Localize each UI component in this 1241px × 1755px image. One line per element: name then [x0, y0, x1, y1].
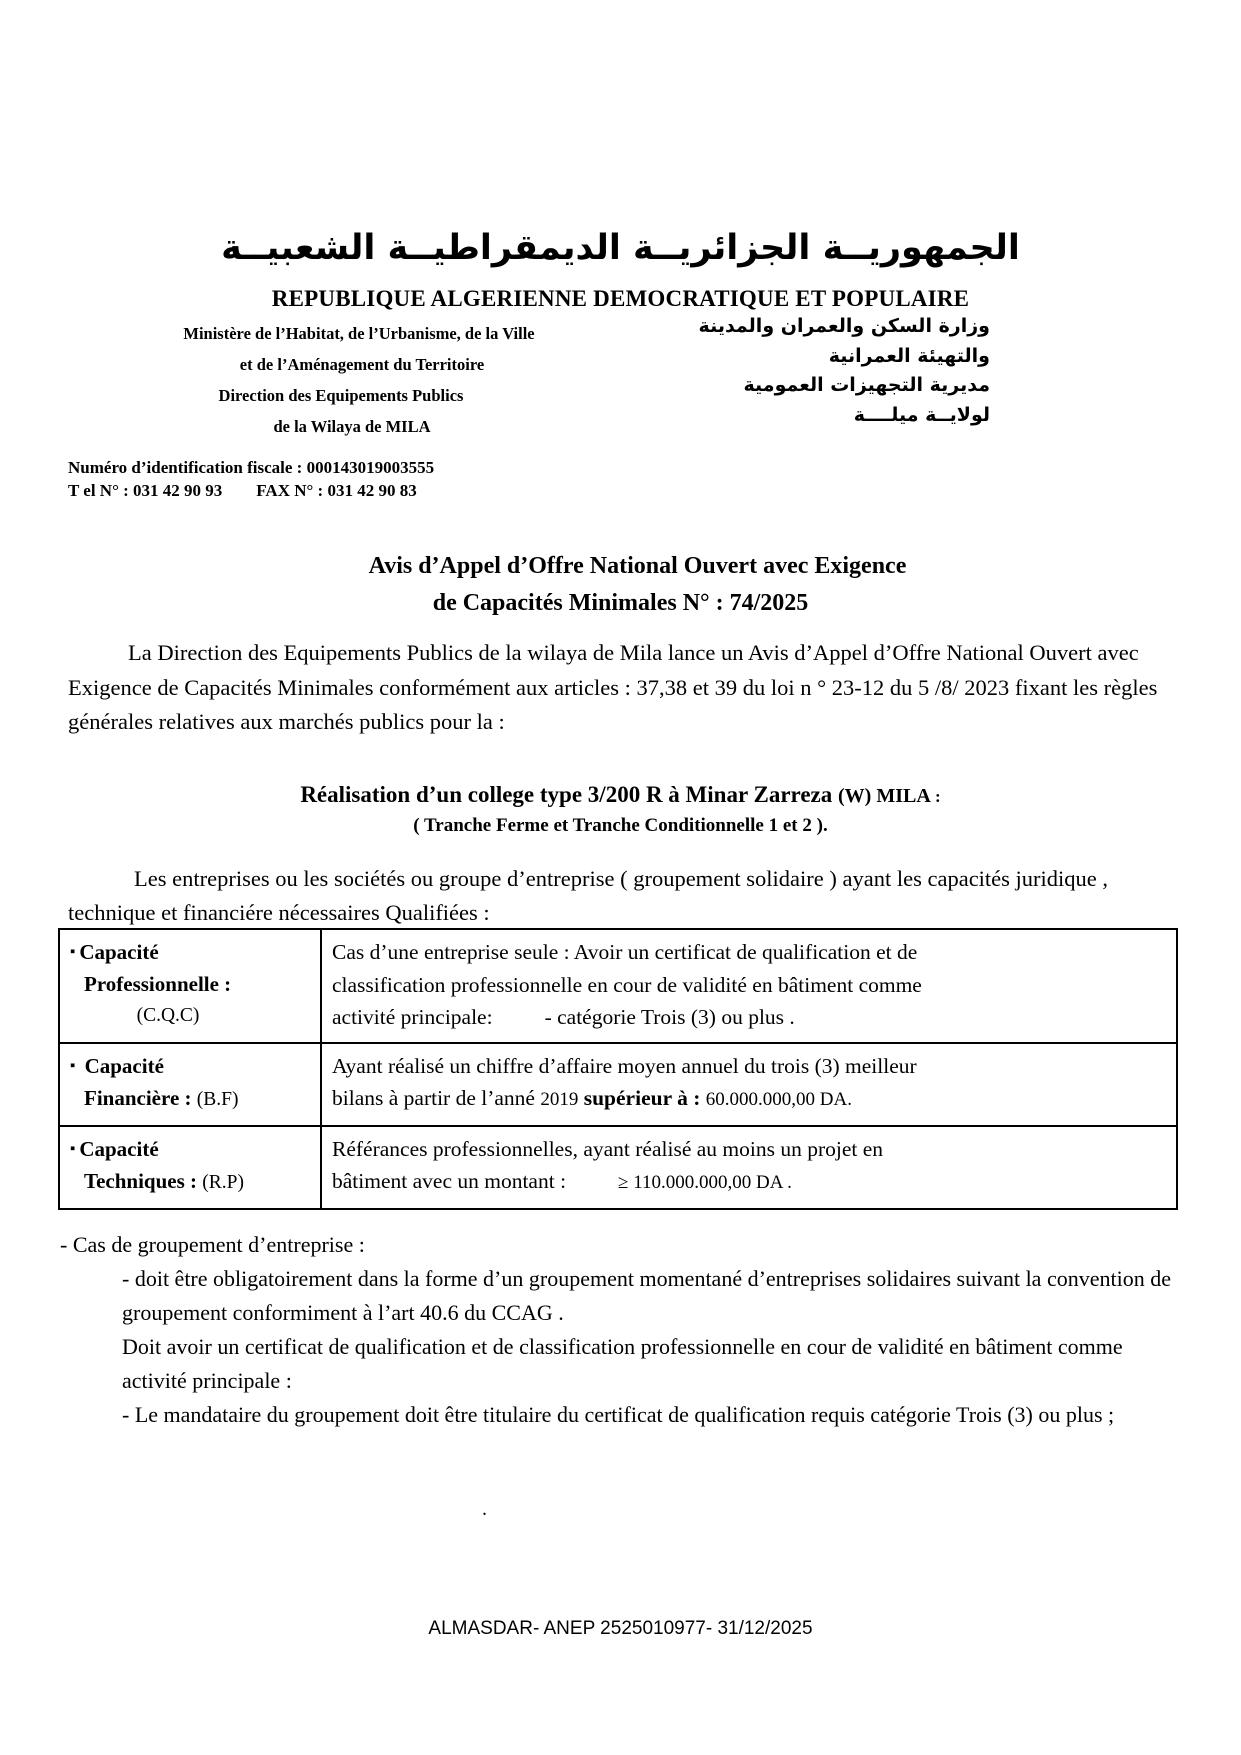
- capacity-professional-label-cell: [59, 929, 321, 1043]
- arabic-republic-heading: الجمهوريــة الجزائريــة الديمقراطيــة الشعبيــة: [221, 228, 1020, 268]
- cap-pro-line-1: Capacité: [79, 940, 159, 964]
- project-title-wilaya: (W) MILA: [838, 785, 931, 807]
- cap-tec-code: (R.P): [202, 1171, 244, 1193]
- table-row: [59, 1043, 1177, 1126]
- cap-fin-body-2a: bilans à partir de l’anné: [332, 1086, 541, 1110]
- ministry-line-1: Ministère de l’Habitat, de l’Urbanisme, de la Ville: [183, 324, 535, 343]
- project-title-colon: :: [930, 787, 941, 806]
- cap-tec-line-2: Techniques :: [84, 1168, 198, 1193]
- bullet-icon: ▪: [70, 1057, 76, 1074]
- intro-text: La Direction des Equipements Publics de la wilaya de Mila lance un Avis d’Appel d’Offre National Ouvert avec Exigence de Capacités Minimales conformément aux articles : 37,38 et 39 du loi n ° 23-12 du 5 /8/ 2023 fixant les règles générales relatives aux marchés publics pour la :: [68, 640, 1158, 734]
- cap-fin-body-year: 2019: [540, 1089, 579, 1110]
- grouping-body: [122, 1262, 1172, 1432]
- bullet-icon: ▪: [70, 1140, 76, 1157]
- grouping-heading: - Cas de groupement d’entreprise :: [60, 1232, 365, 1257]
- footer-anep-reference: ALMASDAR- ANEP 2525010977- 31/12/2025: [428, 1618, 813, 1639]
- cap-fin-line-2: Financière :: [84, 1085, 192, 1110]
- fiscal-id-line: Numéro d’identification fiscale : 000143019003555: [68, 458, 435, 477]
- project-subtitle: ( Tranche Ferme et Tranche Conditionnelle 1 et 2 ).: [413, 815, 828, 836]
- direction-line-2: de la Wilaya de MILA: [273, 417, 431, 436]
- table-row: [59, 1126, 1177, 1209]
- capacity-technical-label-cell: [59, 1126, 321, 1209]
- ministry-block-french: [105, 318, 605, 442]
- ministry-arabic-line-2: والتهيئة العمرانية: [828, 344, 990, 367]
- cap-pro-code: (C.Q.C): [136, 1005, 200, 1026]
- contact-line: [68, 481, 417, 501]
- project-title: [0, 782, 1241, 808]
- notice-title: [0, 548, 1241, 622]
- qualification-lead-text: Les entreprises ou les sociétés ou groupe d’entreprise ( groupement solidaire ) ayant les capacités juridique , technique et financiére nécessaires Qualifiées :: [68, 866, 1109, 925]
- telephone-value: T el N° : 031 42 90 93: [68, 481, 223, 500]
- cap-tec-body-amount: ≥ 110.000.000,00 DA .: [618, 1172, 792, 1193]
- table-row: [59, 929, 1177, 1043]
- cap-pro-body-3a: activité principale:: [332, 1005, 493, 1029]
- capacity-financial-body-cell: [321, 1043, 1177, 1126]
- cap-fin-body-amount: 60.000.000,00 DA.: [705, 1089, 852, 1110]
- page-marker-dot: .: [482, 1498, 487, 1520]
- republic-heading-french: REPUBLIQUE ALGERIENNE DEMOCRATIQUE ET POPULAIRE: [271, 286, 970, 311]
- cap-fin-line-1: Capacité: [84, 1053, 164, 1078]
- grouping-paragraph-2: Doit avoir un certificat de qualification et de classification professionnelle en cour de validité en bâtiment comme activité principale :: [122, 1334, 1123, 1393]
- cap-tec-body-2a: bâtiment avec un montant :: [332, 1169, 567, 1193]
- ministry-line-2: et de l’Aménagement du Territoire: [239, 355, 485, 374]
- cap-tec-line-1: Capacité: [79, 1136, 159, 1161]
- capacity-professional-body-cell: [321, 929, 1177, 1043]
- grouping-paragraph-3: - Le mandataire du groupement doit être titulaire du certificat de qualification requis catégorie Trois (3) ou plus ;: [122, 1402, 1115, 1427]
- cap-fin-code: (B.F): [196, 1088, 239, 1110]
- capacity-requirements-table: [58, 928, 1178, 1210]
- direction-line-1: Direction des Equipements Publics: [218, 386, 464, 405]
- cap-pro-body-1: Cas d’une entreprise seule : Avoir un certificat de qualification et de: [332, 940, 918, 964]
- cap-pro-body-3b: - catégorie Trois (3) ou plus .: [544, 1005, 795, 1029]
- cap-fin-body-2c: supérieur à :: [578, 1086, 706, 1110]
- ministry-arabic-line-4: لولايــة ميلــــة: [853, 403, 990, 426]
- fax-value: FAX N° : 031 42 90 83: [256, 481, 417, 500]
- qualification-lead: [68, 862, 1173, 930]
- ministry-arabic-line-1: وزارة السكن والعمران والمدينة: [698, 315, 990, 337]
- cap-tec-body-1: Référances professionnelles, ayant réalisé au moins un projet en: [332, 1136, 884, 1161]
- capacity-technical-body-cell: [321, 1126, 1177, 1209]
- project-title-main: Réalisation d’un college type 3/200 R à Minar Zarreza: [300, 782, 838, 807]
- cap-fin-body-1: Ayant réalisé un chiffre d’affaire moyen annuel du trois (3) meilleur: [332, 1053, 917, 1078]
- notice-title-line-2: de Capacités Minimales N° : 74/2025: [432, 590, 809, 616]
- cap-pro-line-2: Professionnelle :: [84, 972, 232, 996]
- capacity-financial-label-cell: [59, 1043, 321, 1126]
- bullet-icon: ▪: [70, 944, 76, 960]
- ministry-arabic-line-3: مديرية التجهيزات العمومية: [743, 374, 990, 396]
- intro-paragraph: [68, 636, 1170, 740]
- cap-pro-body-2: classification professionnelle en cour de validité en bâtiment comme: [332, 972, 922, 997]
- notice-title-line-1: Avis d’Appel d’Offre National Ouvert avec Exigence: [368, 553, 907, 579]
- ministry-block-arabic: [640, 312, 990, 430]
- grouping-paragraph-1: - doit être obligatoirement dans la forme d’un groupement momentané d’entreprises solidaires suivant la convention de groupement conformiment à l’art 40.6 du CCAG .: [122, 1266, 1171, 1325]
